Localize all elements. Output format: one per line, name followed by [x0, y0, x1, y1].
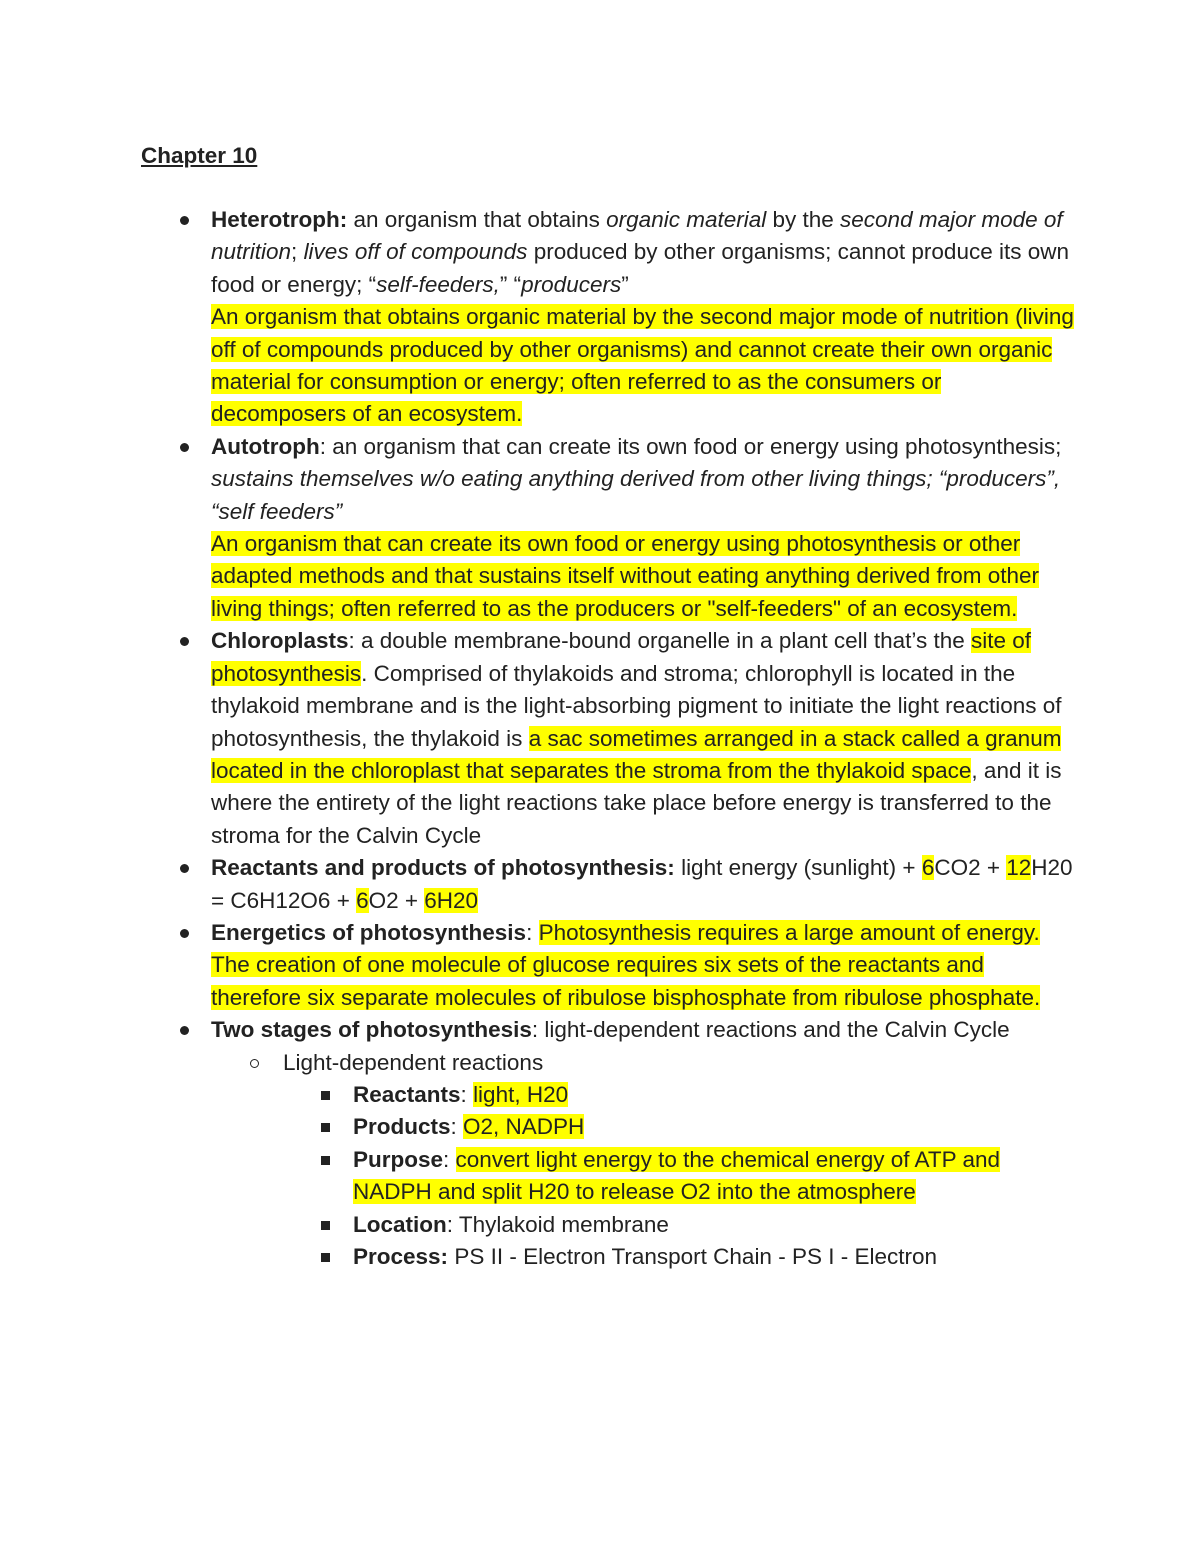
highlighted-text: 6	[921, 855, 935, 881]
definition-italic: self-feeders,	[376, 271, 500, 297]
bullet-icon	[180, 1026, 189, 1035]
square-bullet-icon	[321, 1091, 330, 1100]
page-title: Chapter 10	[141, 143, 258, 168]
detail-value: : Thylakoid membrane	[446, 1211, 669, 1237]
definition-text: . Comprised of thylakoids and stroma; chlorophyll is located in the thylakoid membrane and is the light-absorbing pigment to initiate the light reactions of photosynthesis, the thylakoid is	[211, 660, 1062, 751]
square-bullet-icon	[321, 1156, 330, 1165]
definition-text: ;	[291, 239, 304, 265]
highlighted-definition: An organism that obtains organic material by the second major mode of nutrition (living off of compounds produced by other organisms) and cannot create their own organic material for consumption or energy; often referred to as the consumers or decomposers of an ecosystem.	[211, 304, 1074, 427]
definition-text: by the	[766, 207, 841, 232]
definition-text: ” “	[499, 271, 522, 297]
highlighted-text: site of photosynthesis	[211, 628, 1032, 686]
detail-term: Products	[353, 1114, 451, 1140]
notes-list	[0, 204, 1200, 1273]
detail-separator: :	[443, 1146, 456, 1172]
hollow-bullet-icon	[250, 1059, 259, 1068]
definition-italic: lives off of compounds	[303, 239, 528, 265]
detail-value: PS II - Electron Transport Chain - PS I - Electron	[448, 1244, 937, 1269]
detail-separator: :	[450, 1114, 464, 1140]
definition-text: an organism that obtains	[347, 207, 607, 232]
list-item-reactants-products	[0, 852, 1076, 917]
sublist-light-dependent	[283, 1079, 1143, 1273]
square-bullet-icon	[321, 1123, 330, 1132]
detail-item-location	[0, 1209, 1083, 1241]
term-chloroplasts: Chloroplasts	[211, 628, 349, 654]
list-item-chloroplasts	[0, 625, 1076, 852]
highlighted-text: 12	[1006, 855, 1032, 881]
bullet-icon	[180, 864, 189, 873]
definition-italic: organic material	[606, 207, 767, 232]
detail-item-reactants	[0, 1079, 1083, 1111]
equation-text: CO2 +	[934, 855, 1007, 881]
definition-text: ”	[621, 271, 629, 297]
detail-value: light, H20	[473, 1081, 569, 1107]
square-bullet-icon	[321, 1253, 330, 1262]
bullet-icon	[180, 443, 189, 452]
square-bullet-icon	[321, 1221, 330, 1230]
definition-italic: second major mode of nutrition	[211, 207, 1063, 265]
list-item-autotroph	[0, 431, 1076, 625]
detail-item-purpose	[0, 1144, 1083, 1209]
definition-text: : an organism that can create its own food or energy using photosynthesis;	[319, 433, 1062, 459]
definition-text: : a double membrane-bound organelle in a plant cell that’s the	[348, 628, 972, 654]
term-reactants-products: Reactants and products of photosynthesis:	[211, 855, 675, 881]
bullet-icon	[180, 216, 189, 225]
definition-text: :	[526, 919, 539, 945]
detail-term: Location	[353, 1211, 447, 1237]
sublist-item-light-dependent	[0, 1047, 1143, 1274]
list-item-heterotroph	[0, 204, 1076, 431]
equation-text: O2 +	[368, 887, 425, 913]
term-heterotroph: Heterotroph:	[211, 207, 348, 232]
definition-text: , and it is where the entirety of the light reactions take place before energy is transferred to the stroma for the Calvin Cycle	[211, 757, 1062, 848]
detail-term: Reactants	[353, 1081, 461, 1107]
sublist-label: Light-dependent reactions	[283, 1049, 544, 1075]
definition-italic: sustains themselves w/o eating anything derived from other living things; “producers”, “self feeders”	[211, 466, 1061, 524]
detail-separator: :	[460, 1081, 474, 1107]
detail-term: Process:	[353, 1244, 449, 1269]
highlighted-definition: Photosynthesis requires a large amount of energy. The creation of one molecule of glucose requires six sets of the reactants and therefore six separate molecules of ribulose bisphosphate from ribulose phosphate.	[211, 919, 1041, 1010]
highlighted-text: 6	[356, 887, 369, 913]
highlighted-text: a sac sometimes arranged in a stack called a granum located in the chloroplast that separates the stroma from the thylakoid space	[211, 725, 1062, 783]
definition-text: produced by other organisms; cannot produce its own food or energy; “	[211, 239, 1069, 297]
list-item-two-stages	[0, 1014, 1076, 1273]
equation-text: light energy (sunlight) +	[674, 855, 922, 881]
term-autotroph: Autotroph	[211, 433, 320, 459]
equation-text: H20 = C6H12O6 +	[211, 855, 1073, 913]
detail-value: convert light energy to the chemical energy of ATP and NADPH and split H20 to release O2 into the atmosphere	[353, 1146, 1001, 1205]
definition-text: : light-dependent reactions and the Calvin Cycle	[531, 1017, 1010, 1043]
detail-term: Purpose	[353, 1146, 444, 1172]
highlighted-definition: An organism that can create its own food or energy using photosynthesis or other adapted methods and that sustains itself without eating anything derived from other living things; often referred to as the producers or "self-feeders" of an ecosystem.	[211, 531, 1040, 621]
bullet-icon	[180, 929, 189, 938]
term-two-stages: Two stages of photosynthesis	[211, 1017, 532, 1043]
highlighted-text: 6H20	[424, 887, 479, 913]
list-item-energetics	[0, 917, 1076, 1014]
definition-italic: producers	[521, 271, 622, 297]
sublist-stages	[211, 1047, 1076, 1274]
term-energetics: Energetics of photosynthesis	[211, 919, 527, 945]
detail-value: O2, NADPH	[463, 1114, 585, 1140]
bullet-icon	[180, 637, 189, 646]
detail-item-products	[0, 1111, 1083, 1143]
detail-item-process	[0, 1241, 1083, 1273]
